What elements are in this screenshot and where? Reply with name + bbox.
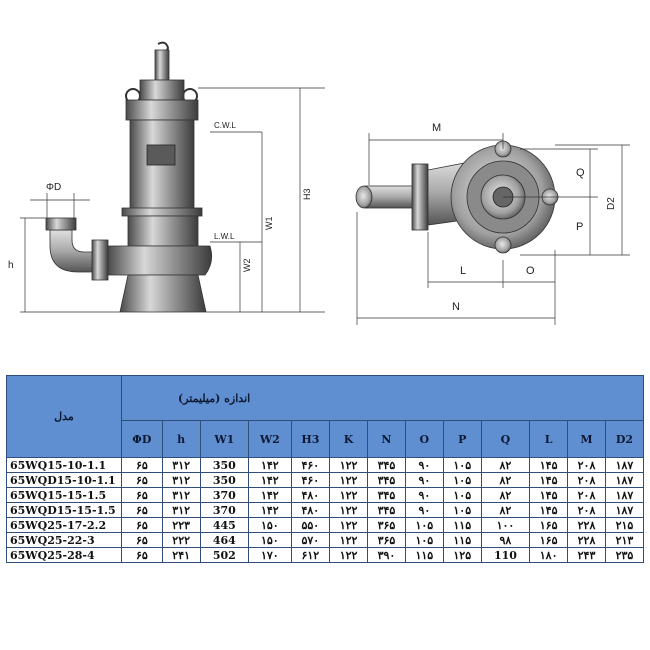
value-cell: ۱۲۲	[330, 458, 368, 473]
value-cell: ۱۲۲	[330, 518, 368, 533]
value-cell: ۳۹۰	[368, 548, 406, 563]
value-cell: ۴۶۰	[291, 458, 330, 473]
value-cell: ۱۸۷	[605, 488, 643, 503]
table-row	[7, 473, 644, 488]
value-cell: ۳۴۵	[368, 473, 406, 488]
value-cell: 445	[200, 518, 248, 533]
water-level-lwl: L.W.L	[214, 232, 235, 241]
model-cell: 65WQ15-10-1.1	[7, 458, 122, 473]
value-cell: ۱۲۲	[330, 473, 368, 488]
dim-label-o: O	[526, 265, 535, 277]
model-cell: 65WQ25-28-4	[7, 548, 122, 563]
value-cell: ۱۱۵	[443, 533, 481, 548]
dim-label-w2: W2	[242, 258, 252, 272]
value-cell: ۱۶۵	[530, 518, 568, 533]
value-cell: ۱۰۵	[443, 488, 481, 503]
dim-label-d2: D2	[606, 197, 617, 210]
table-row	[7, 533, 644, 548]
value-cell: ۱۲۲	[330, 488, 368, 503]
table-row	[7, 548, 644, 563]
value-cell: ۱۲۵	[443, 548, 481, 563]
model-cell: 65WQ25-22-3	[7, 533, 122, 548]
column-header: W2	[249, 421, 292, 458]
dim-label-l: L	[460, 265, 467, 277]
value-cell: ۶۵	[122, 533, 163, 548]
value-cell: ۹۸	[481, 533, 529, 548]
value-cell: ۳۱۲	[162, 488, 200, 503]
value-cell: ۱۲۲	[330, 503, 368, 518]
value-cell: ۲۲۳	[162, 518, 200, 533]
value-cell: ۸۲	[481, 488, 529, 503]
value-cell: ۴۶۰	[291, 473, 330, 488]
value-cell: 350	[200, 458, 248, 473]
model-cell: 65WQ15-15-1.5	[7, 488, 122, 503]
value-cell: ۱۱۵	[443, 518, 481, 533]
value-cell: ۱۴۵	[530, 503, 568, 518]
column-header: H3	[291, 421, 330, 458]
value-cell: ۵۷۰	[291, 533, 330, 548]
value-cell: ۳۴۵	[368, 503, 406, 518]
value-cell: ۳۴۵	[368, 458, 406, 473]
table-row	[7, 488, 644, 503]
value-cell: ۲۰۸	[568, 458, 606, 473]
value-cell: ۲۲۸	[568, 533, 606, 548]
value-cell: ۳۶۵	[368, 518, 406, 533]
model-column-header: مدل	[7, 376, 122, 458]
value-cell: ۵۵۰	[291, 518, 330, 533]
value-cell: 350	[200, 473, 248, 488]
dim-label-h: h	[8, 260, 14, 271]
value-cell: ۲۰۸	[568, 488, 606, 503]
value-cell: ۸۲	[481, 458, 529, 473]
value-cell: ۱۱۵	[405, 548, 443, 563]
value-cell: ۳۱۲	[162, 503, 200, 518]
value-cell: ۱۶۵	[530, 533, 568, 548]
value-cell: ۲۱۵	[605, 518, 643, 533]
value-cell: 464	[200, 533, 248, 548]
value-cell: ۱۵۰	[249, 533, 292, 548]
value-cell: ۲۰۸	[568, 503, 606, 518]
value-cell: ۱۸۷	[605, 473, 643, 488]
value-cell: ۸۲	[481, 473, 529, 488]
column-header: W1	[200, 421, 248, 458]
column-header: L	[530, 421, 568, 458]
dimension-table	[6, 375, 644, 563]
value-cell: ۶۵	[122, 473, 163, 488]
value-cell: 370	[200, 503, 248, 518]
dim-label-w1: W1	[264, 216, 274, 230]
value-cell: ۱۰۵	[443, 473, 481, 488]
value-cell: ۱۴۲	[249, 503, 292, 518]
dim-label-p: P	[576, 221, 584, 233]
dim-label-q: Q	[576, 167, 585, 179]
value-cell: ۲۲۲	[162, 533, 200, 548]
dim-label-phid: ΦD	[46, 182, 62, 193]
value-cell: ۸۲	[481, 503, 529, 518]
value-cell: ۹۰	[405, 488, 443, 503]
value-cell: ۱۰۵	[443, 503, 481, 518]
model-cell: 65WQD15-15-1.5	[7, 503, 122, 518]
value-cell: ۱۲۲	[330, 548, 368, 563]
value-cell: ۹۰	[405, 458, 443, 473]
column-header: h	[162, 421, 200, 458]
value-cell: ۳۶۵	[368, 533, 406, 548]
table-row	[7, 503, 644, 518]
value-cell: ۱۴۲	[249, 488, 292, 503]
value-cell: ۶۵	[122, 518, 163, 533]
value-cell: ۱۰۵	[443, 458, 481, 473]
model-cell: 65WQ25-17-2.2	[7, 518, 122, 533]
column-header: O	[405, 421, 443, 458]
value-cell: ۶۱۲	[291, 548, 330, 563]
value-cell: ۱۲۲	[330, 533, 368, 548]
column-header: ΦD	[122, 421, 163, 458]
table-row	[7, 458, 644, 473]
dimensions-group-header: اندازه (میلیمتر)	[122, 376, 644, 421]
value-cell: ۱۴۲	[249, 458, 292, 473]
value-cell: ۱۴۲	[249, 473, 292, 488]
column-header: P	[443, 421, 481, 458]
value-cell: ۱۰۵	[405, 518, 443, 533]
value-cell: ۱۰۵	[405, 533, 443, 548]
dim-label-h3: H3	[302, 188, 312, 200]
value-cell: ۲۲۸	[568, 518, 606, 533]
table-body	[7, 458, 644, 563]
value-cell: ۲۱۳	[605, 533, 643, 548]
value-cell: ۱۸۰	[530, 548, 568, 563]
value-cell: ۲۳۵	[605, 548, 643, 563]
column-header: N	[368, 421, 406, 458]
value-cell: ۳۱۲	[162, 473, 200, 488]
value-cell: ۱۰۰	[481, 518, 529, 533]
value-cell: ۶۵	[122, 548, 163, 563]
dim-label-m: M	[432, 122, 442, 134]
value-cell: ۱۵۰	[249, 518, 292, 533]
value-cell: ۱۴۵	[530, 458, 568, 473]
pump-side-view	[46, 43, 212, 312]
value-cell: ۲۴۳	[568, 548, 606, 563]
value-cell: ۶۵	[122, 503, 163, 518]
value-cell: 502	[200, 548, 248, 563]
value-cell: ۴۸۰	[291, 503, 330, 518]
value-cell: ۶۵	[122, 458, 163, 473]
value-cell: ۴۸۰	[291, 488, 330, 503]
value-cell: ۲۰۸	[568, 473, 606, 488]
column-header: D2	[605, 421, 643, 458]
value-cell: 370	[200, 488, 248, 503]
column-header: M	[568, 421, 606, 458]
column-header: Q	[481, 421, 529, 458]
water-level-cwl: C.W.L	[214, 121, 236, 130]
value-cell: ۹۰	[405, 473, 443, 488]
value-cell: ۳۱۲	[162, 458, 200, 473]
value-cell: ۳۴۵	[368, 488, 406, 503]
value-cell: ۹۰	[405, 503, 443, 518]
value-cell: ۲۴۱	[162, 548, 200, 563]
value-cell: 110	[481, 548, 529, 563]
value-cell: ۱۷۰	[249, 548, 292, 563]
value-cell: ۱۸۷	[605, 458, 643, 473]
value-cell: ۱۴۵	[530, 473, 568, 488]
model-cell: 65WQD15-10-1.1	[7, 473, 122, 488]
table-row	[7, 518, 644, 533]
value-cell: ۶۵	[122, 488, 163, 503]
value-cell: ۱۴۵	[530, 488, 568, 503]
column-header: K	[330, 421, 368, 458]
value-cell: ۱۸۷	[605, 503, 643, 518]
dim-label-n: N	[452, 301, 460, 313]
